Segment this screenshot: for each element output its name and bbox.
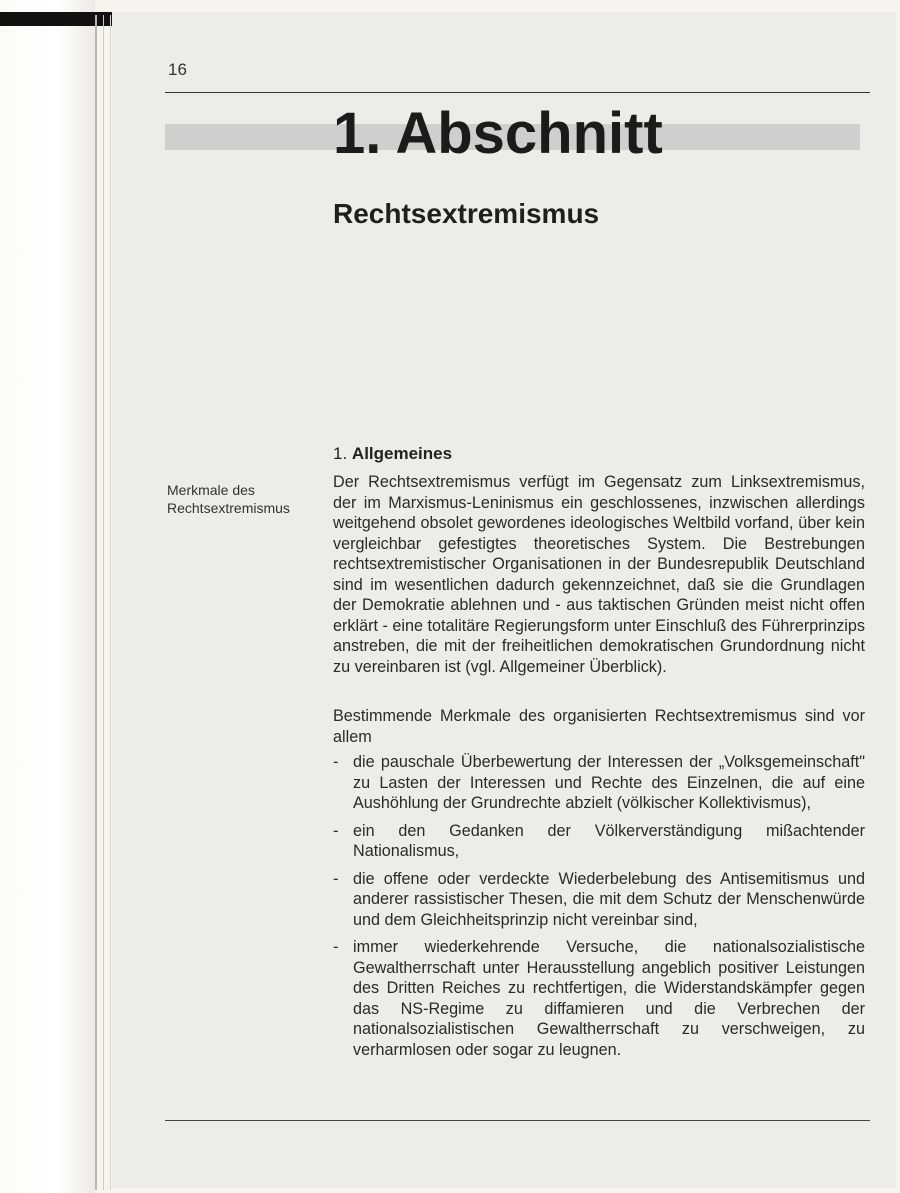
subsection-heading xyxy=(333,444,452,464)
header-rule xyxy=(165,92,870,93)
list-dash: - xyxy=(333,821,339,840)
list-item xyxy=(333,752,865,814)
list-dash: - xyxy=(333,753,339,771)
list-item-text: ein den Gedanken der Völkerverständigung mißachtender Nationalismus, xyxy=(353,821,865,860)
body-paragraph: Der Rechtsextremismus verfügt im Gegensatz zum Linksextremismus, der im Marxismus-Leninismus ein geschlossenes, inzwischen allerdings weitgehend obsolet gewordenes ideologisches Weltbild vorfand, über kein vergleichbar gefestigtes theoretisches System. Die Bestrebungen rechtsextremistischer Organisationen in der Bundesrepublik Deutschland sind im wesentlichen dadurch gekennzeichnet, daß sie die Grundlagen der Demokratie ablehnen und - aus taktischen Gründen meist nicht offen erklärt - eine totalitäre Regierungsform unter Einschluß des Führerprinzips anstreben, die mit der freiheitlichen demokratischen Grundordnung nicht zu vereinbaren ist (vgl. Allgemeiner Überblick). xyxy=(333,473,865,676)
footer-rule xyxy=(165,1120,870,1121)
chapter-title: Rechtsextremismus xyxy=(333,198,600,229)
scan-left-margin xyxy=(0,0,95,1193)
list-item xyxy=(333,821,865,862)
page-number: 16 xyxy=(168,60,187,79)
page-edge-line xyxy=(95,15,97,1190)
list-item-text: immer wiederkehrende Versuche, die nationalsozialistische Gewaltherrschaft unter Herausstellung angeblich positiver Leistungen des Dritten Reiches zu rechtfertigen, die Widerstandskämpfer gegen das NS-Regime zu diffamieren und die Verbrechen der nationalsozialistischen Gewaltherrschaft zu verschweigen, zu verharmlosen oder sogar zu leugnen. xyxy=(353,938,865,1059)
scan-corner-mark xyxy=(0,12,118,26)
section-title: 1. Abschnitt xyxy=(333,101,663,166)
feature-list xyxy=(333,752,865,1067)
page-edge-line xyxy=(110,15,111,1190)
page-edge-line xyxy=(103,15,104,1190)
list-dash: - xyxy=(333,938,339,956)
list-dash: - xyxy=(333,869,339,888)
list-item xyxy=(333,869,865,931)
list-item xyxy=(333,937,865,1060)
list-item-text: die offene oder verdeckte Wiederbelebung des Antisemitismus und anderer rassistischer Thesen, die mit dem Schutz der Menschenwürde und dem Gleichheitsprinzip nicht vereinbar sind, xyxy=(353,869,865,929)
subsection-number: 1. xyxy=(333,444,348,463)
list-item-text: die pauschale Überbewertung der Interessen der „Volksgemeinschaft" zu Lasten der Interessen und Rechte des Einzelnen, die auf eine Aushöhlung der Grundrechte abzielt (völkischer Kollektivismus), xyxy=(353,753,865,812)
body-paragraph: Bestimmende Merkmale des organisierten Rechtsextremismus sind vor allem xyxy=(333,707,865,746)
subsection-title: Allgemeines xyxy=(351,444,453,463)
margin-note: Merkmale des Rechtsextremismus xyxy=(167,482,290,516)
